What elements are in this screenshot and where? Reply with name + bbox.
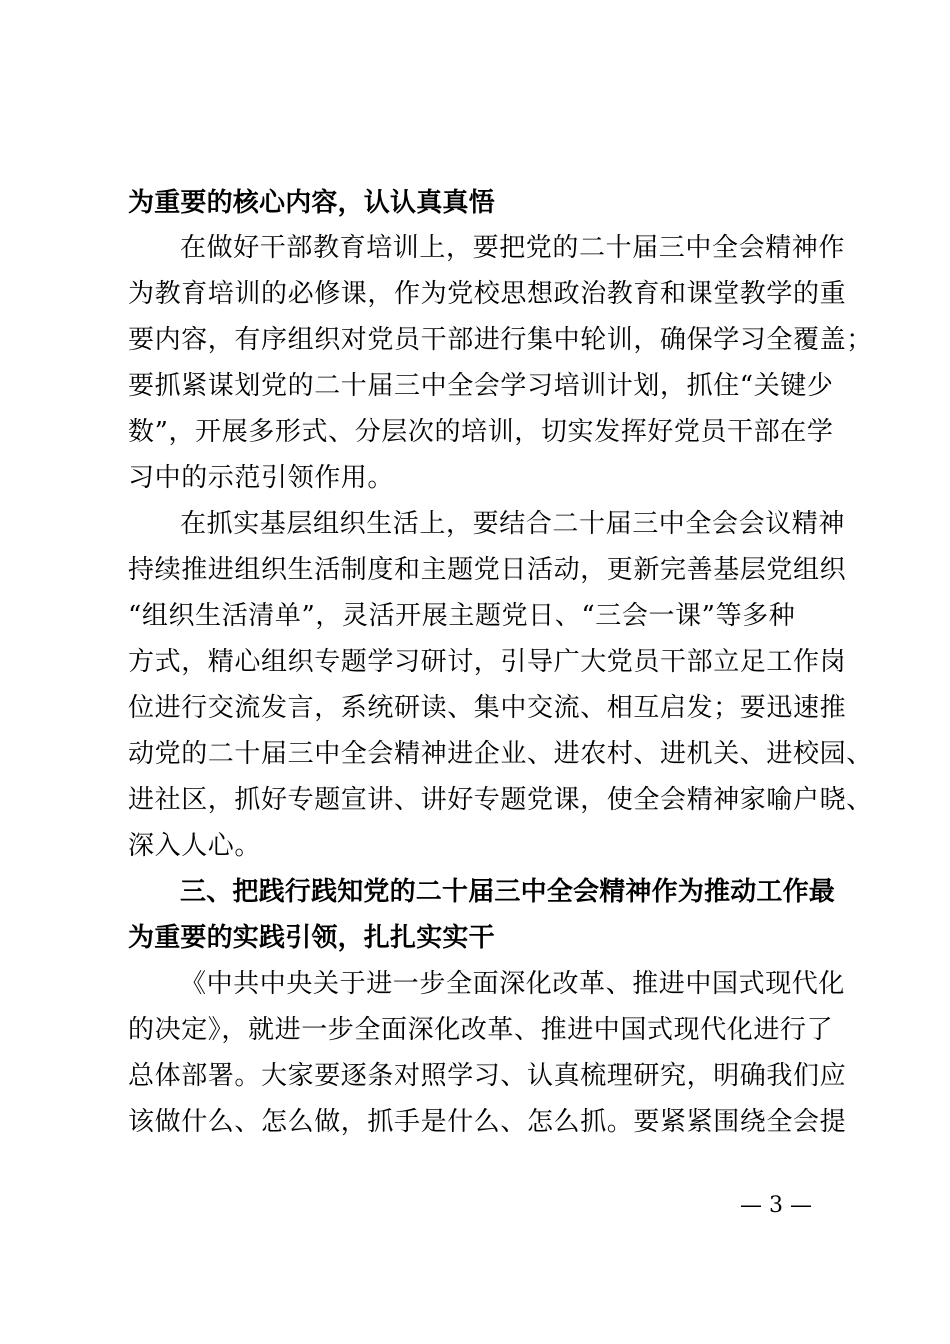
paragraph-line: 进社区，抓好专题宣讲、讲好专题党课，使全会精神家喻户晓、 bbox=[128, 785, 873, 815]
paragraph-line: “组织生活清单”，灵活开展主题党日、“三会一课”等多种 bbox=[128, 601, 796, 631]
paragraph-line: 在抓实基层组织生活上，要结合二十届三中全会会议精神 bbox=[180, 509, 846, 539]
section-heading: 为重要的实践引领，扎扎实实干 bbox=[128, 923, 495, 953]
paragraph-line: 的决定》，就进一步全面深化改革、推进中国式现代化进行了 bbox=[128, 1015, 834, 1045]
paragraph-line: 持续推进组织生活制度和主题党日活动，更新完善基层党组织 bbox=[128, 555, 847, 585]
paragraph-line: 为教育培训的必修课，作为党校思想政治教育和课堂教学的重 bbox=[128, 279, 847, 309]
paragraph-line: 位进行交流发言，系统研读、集中交流、相互启发；要迅速推 bbox=[128, 693, 847, 723]
section-heading-continuation: 为重要的核心内容，认认真真悟 bbox=[128, 188, 495, 218]
paragraph-line: 方式，精心组织专题学习研讨，引导广大党员干部立足工作岗 bbox=[128, 647, 847, 677]
paragraph-line: 要抓紧谋划党的二十届三中全会学习培训计划，抓住“关键少 bbox=[128, 371, 834, 401]
paragraph-line: 该做什么、怎么做，抓手是什么、怎么抓。要紧紧围绕全会提 bbox=[128, 1107, 847, 1137]
page-number: — 3 — bbox=[740, 1193, 812, 1218]
paragraph-line: 要内容，有序组织对党员干部进行集中轮训，确保学习全覆盖； bbox=[128, 325, 873, 355]
section-heading: 三、把践行践知党的二十届三中全会精神作为推动工作最 bbox=[180, 877, 836, 907]
paragraph-line: 动党的二十届三中全会精神进企业、进农村、进机关、进校园、 bbox=[128, 739, 873, 769]
paragraph-line: 数”，开展多形式、分层次的培训，切实发挥好党员干部在学 bbox=[128, 417, 834, 447]
paragraph-line: 习中的示范引领作用。 bbox=[128, 463, 395, 493]
paragraph-line: 《中共中央关于进一步全面深化改革、推进中国式现代化 bbox=[180, 969, 846, 999]
paragraph-line: 总体部署。大家要逐条对照学习、认真梳理研究，明确我们应 bbox=[128, 1061, 847, 1091]
paragraph-line: 深入人心。 bbox=[128, 831, 262, 861]
paragraph-line: 在做好干部教育培训上，要把党的二十届三中全会精神作 bbox=[180, 233, 846, 263]
